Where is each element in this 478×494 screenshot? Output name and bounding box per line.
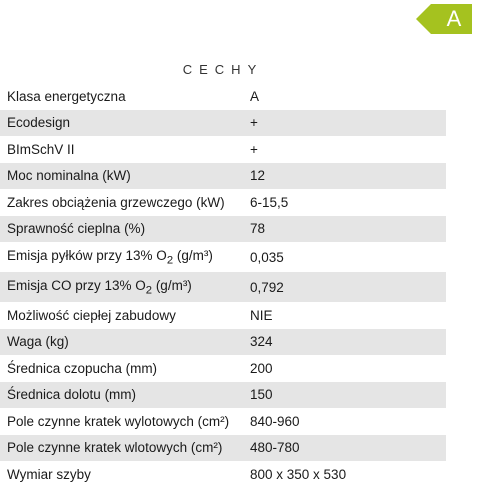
- row-value: 800 x 350 x 530: [250, 466, 347, 482]
- row-label: Pole czynne kratek wylotowych (cm²): [7, 413, 230, 429]
- table-row-flue-diameter: [0, 355, 446, 382]
- table-row-weight: [0, 329, 446, 356]
- row-value: 6-15,5: [250, 194, 289, 210]
- table-row-dust-emission: [0, 242, 446, 272]
- row-label-text: Emisja pyłków przy 13% O: [7, 247, 167, 263]
- row-value: 200: [250, 360, 273, 376]
- table-row-inlet-diameter: [0, 382, 446, 409]
- row-label: Ecodesign: [7, 115, 71, 131]
- row-value: NIE: [250, 307, 273, 323]
- row-label: Średnica czopucha (mm): [7, 360, 158, 376]
- row-value: +: [250, 115, 258, 131]
- row-label: Waga (kg): [7, 334, 69, 350]
- row-value: A: [250, 88, 260, 104]
- table-row-inlet-grilles: [0, 435, 446, 462]
- row-label: Zakres obciążenia grzewczego (kW): [7, 194, 225, 210]
- table-row-glass-dimensions: [0, 461, 446, 488]
- row-value: 78: [250, 221, 266, 237]
- row-label: Możliwość ciepłej zabudowy: [7, 307, 176, 323]
- energy-class-badge: [416, 4, 472, 34]
- table-row-efficiency: [0, 216, 446, 243]
- row-label: Moc nominalna (kW): [7, 168, 131, 184]
- table-row-warm-installation: [0, 302, 446, 329]
- row-value: 0,792: [250, 279, 284, 295]
- table-row-heating-range: [0, 189, 446, 216]
- row-value: 150: [250, 387, 273, 403]
- row-label: Pole czynne kratek wlotowych (cm²): [7, 440, 223, 456]
- row-label: [0, 272, 250, 302]
- row-label: Wymiar szyby: [7, 466, 91, 482]
- row-label-text: Emisja CO przy 13% O: [7, 277, 146, 293]
- row-value: +: [250, 141, 258, 157]
- table-row-bimschv: [0, 136, 446, 163]
- section-title: CECHY: [182, 62, 264, 77]
- specs-table: [0, 83, 446, 488]
- table-row-nominal-power: [0, 163, 446, 190]
- row-value: 0,035: [250, 249, 284, 265]
- row-label: Średnica dolotu (mm): [7, 387, 137, 403]
- energy-badge-letter: A: [446, 6, 462, 31]
- row-value: 480-780: [250, 440, 300, 456]
- row-label-subscript: 2: [166, 254, 174, 267]
- row-label: Klasa energetyczna: [7, 88, 126, 104]
- row-value: 840-960: [250, 413, 300, 429]
- row-label: Sprawność cieplna (%): [7, 221, 146, 237]
- row-label: [0, 242, 250, 272]
- row-value: 324: [250, 334, 273, 350]
- row-label-unit: (g/m³): [173, 247, 213, 263]
- table-row-energy-class: [0, 83, 446, 110]
- row-label: BImSchV II: [7, 141, 75, 157]
- row-value: 12: [250, 168, 266, 184]
- table-row-outlet-grilles: [0, 408, 446, 435]
- table-row-co-emission: [0, 272, 446, 302]
- row-label-unit: (g/m³): [152, 277, 192, 293]
- row-label-subscript: 2: [145, 284, 153, 297]
- table-row-ecodesign: [0, 110, 446, 137]
